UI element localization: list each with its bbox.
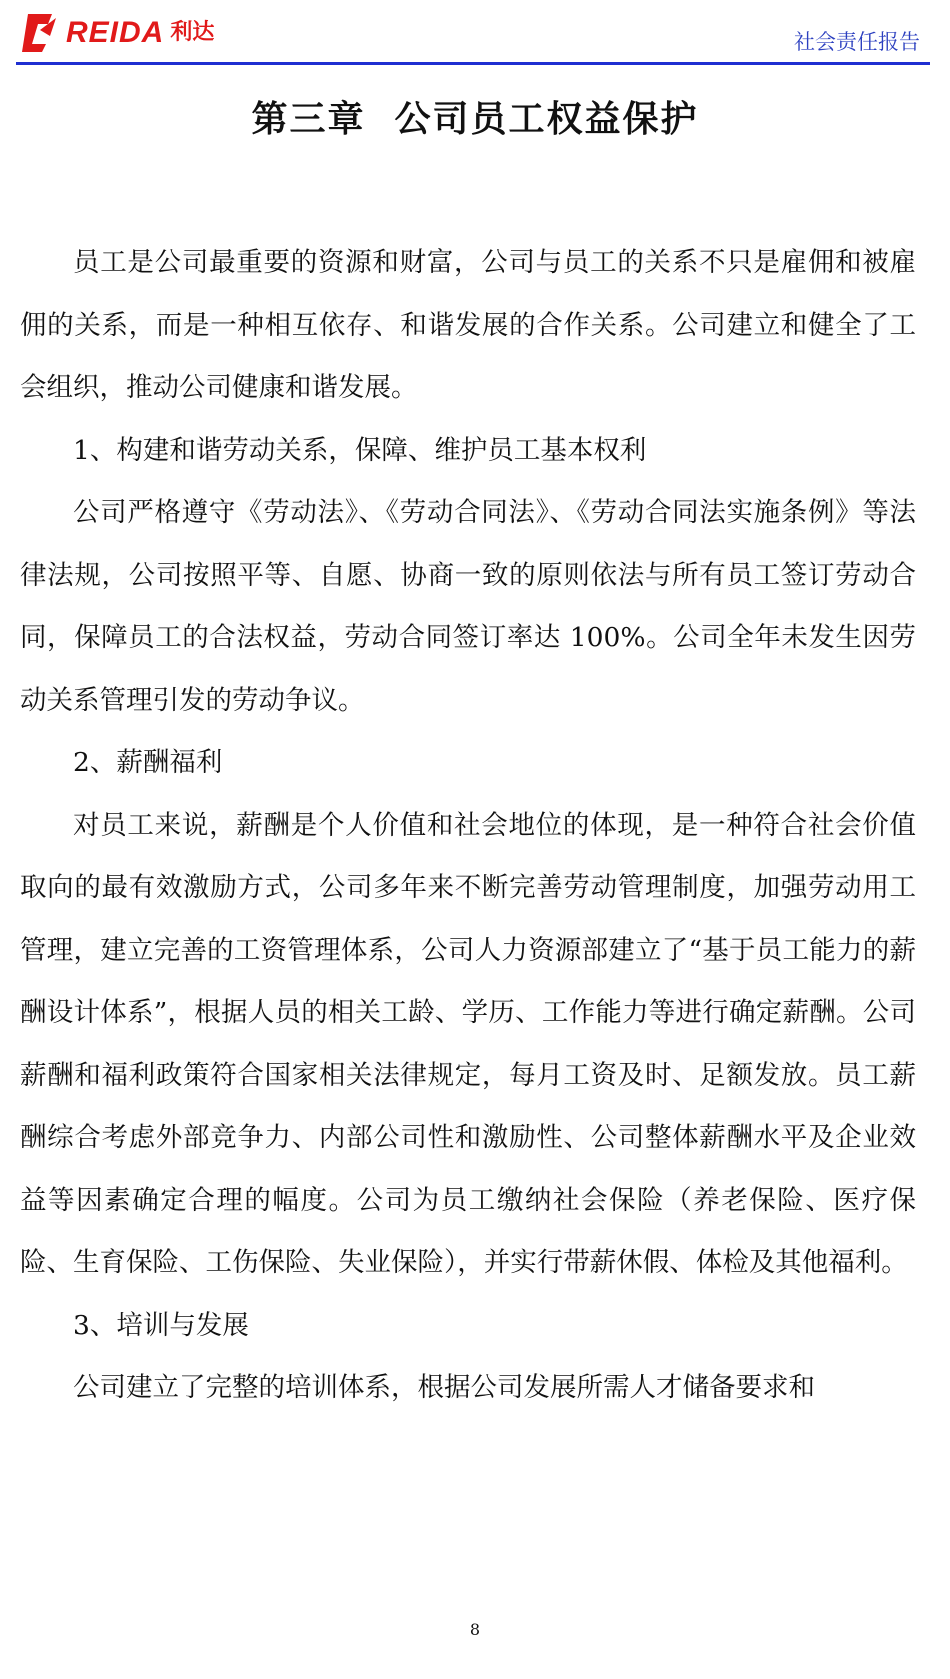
report-title: 社会责任报告 [794,30,920,54]
chapter-title: 第三章 公司员工权益保护 [251,99,699,140]
section-heading-labor-relations: 1、构建和谐劳动关系，保障、维护员工基本权利 [73,434,647,466]
logo-chinese-name: 利达 [170,20,215,45]
logo-wordmark: REIDA [66,16,165,49]
page-number: 8 [469,1620,481,1639]
header-divider [16,62,930,65]
section-heading-training: 3、培训与发展 [73,1309,249,1341]
paragraph-labor-relations: 公司严格遵守《劳动法》、《劳动合同法》、《劳动合同法实施条例》等法律法规，公司按照平等、自愿、协商一致的原则依法与所有员工签订劳动合同，保障员工的合法权益，劳动合同签订率达 100%。公司全年未发生因劳动关系管理引发的劳动争议。 [20,497,916,716]
company-logo [22,8,214,58]
page-header [0,0,950,70]
reida-logo-icon [22,10,62,56]
document-body [20,232,916,1420]
section-heading-compensation: 2、薪酬福利 [73,747,223,778]
paragraph-compensation: 对员工来说，薪酬是个人价值和社会地位的体现，是一种符合社会价值取向的最有效激励方式，公司多年来不断完善劳动管理制度，加强劳动用工管理，建立完善的工资管理体系，公司人力资源部建立了“基于员工能力的薪酬设计体系”，根据人员的相关工龄、学历、工作能力等进行确定薪酬。公司薪酬和福利政策符合国家相关法律规定，每月工资及时、足额发放。员工薪酬综合考虑外部竞争力、内部公司性和激励性、公司整体薪酬水平及企业效益等因素确定合理的幅度。公司为员工缴纳社会保险（养老保险、医疗保险、生育保险、工伤保险、失业保险），并实行带薪休假、体检及其他福利。 [20,809,916,1278]
paragraph-training: 公司建立了完整的培训体系，根据公司发展所需人才储备要求和 [73,1372,815,1403]
paragraph-intro: 员工是公司最重要的资源和财富，公司与员工的关系不只是雇佣和被雇佣的关系，而是一种相互依存、和谐发展的合作关系。公司建立和健全了工会组织，推动公司健康和谐发展。 [20,247,916,403]
